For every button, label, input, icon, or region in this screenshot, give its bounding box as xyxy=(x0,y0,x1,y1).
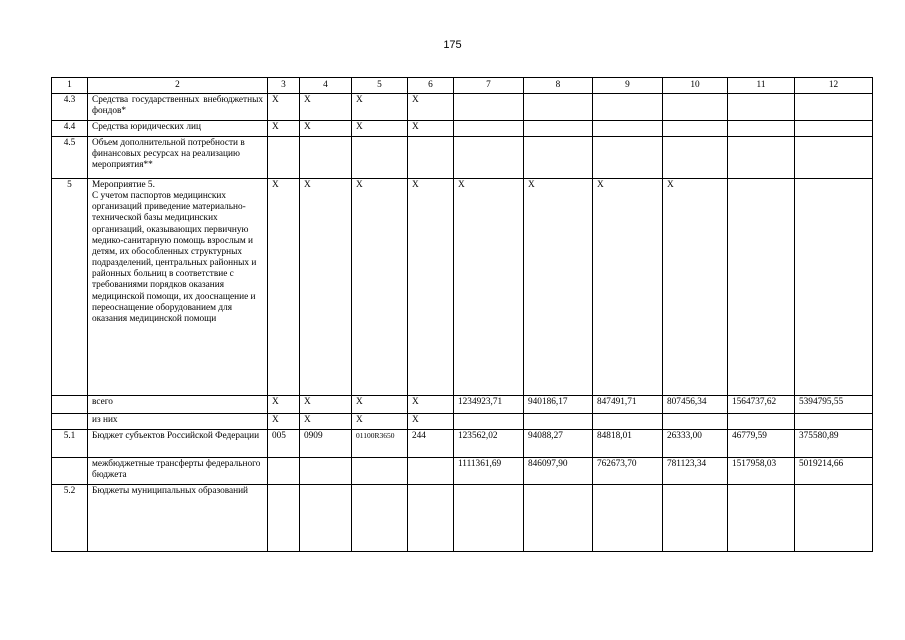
row-number: 5.1 xyxy=(52,430,88,458)
cell: 1517958,03 xyxy=(728,458,795,485)
header-cell: 9 xyxy=(593,78,663,94)
header-cell: 10 xyxy=(663,78,728,94)
cell xyxy=(663,137,728,179)
cell xyxy=(454,137,524,179)
header-cell: 1 xyxy=(52,78,88,94)
cell: 94088,27 xyxy=(524,430,593,458)
header-cell: 6 xyxy=(408,78,454,94)
cell: X xyxy=(352,94,408,121)
cell xyxy=(593,94,663,121)
cell: X xyxy=(268,396,300,414)
cell xyxy=(454,414,524,430)
cell: X xyxy=(300,94,352,121)
cell: X xyxy=(300,414,352,430)
cell: 123562,02 xyxy=(454,430,524,458)
cell: X xyxy=(593,179,663,396)
cell: X xyxy=(408,121,454,137)
cell xyxy=(524,94,593,121)
cell xyxy=(300,485,352,552)
header-cell: 2 xyxy=(88,78,268,94)
cell: 005 xyxy=(268,430,300,458)
cell xyxy=(795,137,873,179)
row-number: 4.5 xyxy=(52,137,88,179)
cell: 847491,71 xyxy=(593,396,663,414)
header-cell: 5 xyxy=(352,78,408,94)
row-name: Бюджет субъектов Российской Федерации xyxy=(88,430,268,458)
header-cell: 7 xyxy=(454,78,524,94)
cell: X xyxy=(454,179,524,396)
cell: X xyxy=(268,179,300,396)
cell xyxy=(593,121,663,137)
row-name: Средства юридических лиц xyxy=(88,121,268,137)
row-name: Средства государственных внебюджетных фондов* xyxy=(88,94,268,121)
cell: X xyxy=(300,121,352,137)
cell: X xyxy=(524,179,593,396)
cell xyxy=(795,414,873,430)
cell xyxy=(352,485,408,552)
cell: X xyxy=(268,414,300,430)
row-number xyxy=(52,396,88,414)
table-row xyxy=(52,396,873,414)
cell xyxy=(454,121,524,137)
cell xyxy=(352,137,408,179)
table-row xyxy=(52,458,873,485)
cell: X xyxy=(408,94,454,121)
cell: 26333,00 xyxy=(663,430,728,458)
cell xyxy=(593,137,663,179)
header-cell: 8 xyxy=(524,78,593,94)
cell: 1111361,69 xyxy=(454,458,524,485)
cell: 5019214,66 xyxy=(795,458,873,485)
cell: X xyxy=(408,414,454,430)
cell xyxy=(728,414,795,430)
row-name: Мероприятие 5. С учетом паспортов медицинских организаций приведение материально-технической базы медицинских организаций, оказывающих первичную медико-санитарную помощь взрослым и детям, их обособленных структурных подразделений, центральных районных и районных больниц в соответствие с требованиями порядков оказания медицинской помощи, их дооснащение и переоснащение оборудованием для оказания медицинской помощи xyxy=(88,179,268,396)
cell xyxy=(728,94,795,121)
page-number: 175 xyxy=(443,39,462,51)
table-row xyxy=(52,485,873,552)
row-number: 5.2 xyxy=(52,485,88,552)
cell xyxy=(663,414,728,430)
table-row xyxy=(52,94,873,121)
cell xyxy=(795,485,873,552)
cell xyxy=(268,137,300,179)
cell xyxy=(524,137,593,179)
cell xyxy=(524,414,593,430)
cell xyxy=(524,485,593,552)
row-name: межбюджетные трансферты федерального бюджета xyxy=(88,458,268,485)
cell xyxy=(663,485,728,552)
table-row xyxy=(52,430,873,458)
cell: X xyxy=(663,179,728,396)
table-row xyxy=(52,414,873,430)
cell xyxy=(593,485,663,552)
header-cell: 3 xyxy=(268,78,300,94)
cell xyxy=(593,414,663,430)
cell xyxy=(728,485,795,552)
cell xyxy=(408,485,454,552)
header-cell: 12 xyxy=(795,78,873,94)
row-number: 4.3 xyxy=(52,94,88,121)
cell xyxy=(728,179,795,396)
row-number xyxy=(52,414,88,430)
cell xyxy=(728,137,795,179)
row-name: Объем дополнительной потребности в финансовых ресурсах на реализацию мероприятия** xyxy=(88,137,268,179)
cell: 807456,34 xyxy=(663,396,728,414)
cell xyxy=(300,458,352,485)
cell xyxy=(268,458,300,485)
cell: X xyxy=(352,396,408,414)
cell: X xyxy=(300,179,352,396)
table-row xyxy=(52,179,873,396)
cell: 1234923,71 xyxy=(454,396,524,414)
cell: X xyxy=(268,121,300,137)
cell xyxy=(795,94,873,121)
header-cell: 11 xyxy=(728,78,795,94)
cell xyxy=(728,121,795,137)
cell: 46779,59 xyxy=(728,430,795,458)
cell: X xyxy=(408,396,454,414)
cell: X xyxy=(408,179,454,396)
cell: X xyxy=(352,121,408,137)
row-name: из них xyxy=(88,414,268,430)
table-row xyxy=(52,121,873,137)
cell xyxy=(524,121,593,137)
cell xyxy=(454,485,524,552)
cell: 244 xyxy=(408,430,454,458)
cell: 375580,89 xyxy=(795,430,873,458)
row-number: 4.4 xyxy=(52,121,88,137)
cell: X xyxy=(352,414,408,430)
cell: X xyxy=(352,179,408,396)
cell xyxy=(795,179,873,396)
cell: 781123,34 xyxy=(663,458,728,485)
cell: 1564737,62 xyxy=(728,396,795,414)
cell xyxy=(663,121,728,137)
cell: 846097,90 xyxy=(524,458,593,485)
header-cell: 4 xyxy=(300,78,352,94)
table-header-row xyxy=(52,78,873,94)
cell: 762673,70 xyxy=(593,458,663,485)
cell: X xyxy=(300,396,352,414)
cell xyxy=(352,458,408,485)
row-number xyxy=(52,458,88,485)
cell: 01100R3650 xyxy=(352,430,408,458)
cell xyxy=(795,121,873,137)
cell xyxy=(268,485,300,552)
cell xyxy=(408,137,454,179)
cell: 940186,17 xyxy=(524,396,593,414)
row-name: всего xyxy=(88,396,268,414)
cell: 84818,01 xyxy=(593,430,663,458)
cell: 0909 xyxy=(300,430,352,458)
cell xyxy=(408,458,454,485)
cell xyxy=(663,94,728,121)
cell xyxy=(454,94,524,121)
row-name: Бюджеты муниципальных образований xyxy=(88,485,268,552)
cell: X xyxy=(268,94,300,121)
cell: 5394795,55 xyxy=(795,396,873,414)
budget-table xyxy=(51,77,873,552)
row-number: 5 xyxy=(52,179,88,396)
cell xyxy=(300,137,352,179)
table-row xyxy=(52,137,873,179)
